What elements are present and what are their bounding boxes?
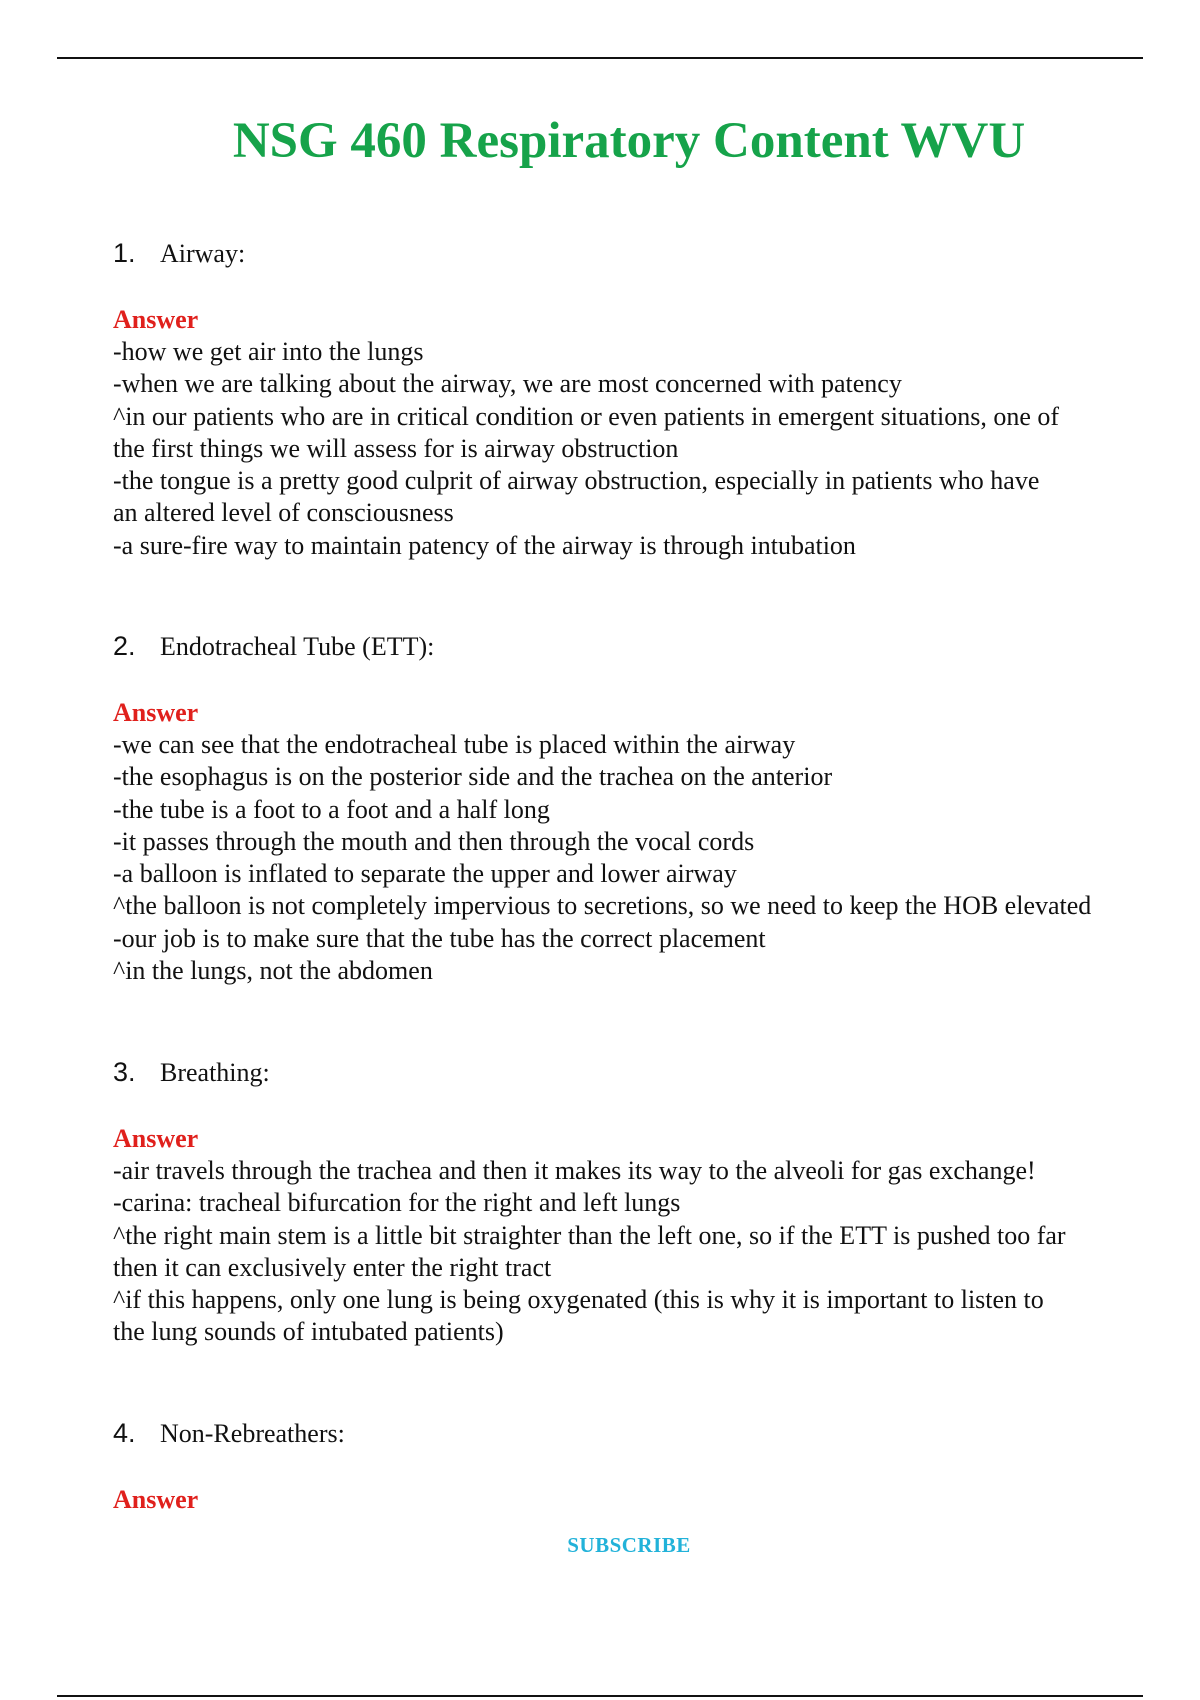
- answer-label: Answer: [113, 1485, 199, 1514]
- answer-line: -how we get air into the lungs: [113, 337, 424, 366]
- question-heading: [113, 1057, 1143, 1089]
- question-heading: [113, 631, 1143, 663]
- answer-line: the lung sounds of intubated patients): [113, 1317, 504, 1347]
- answer-text: [113, 1155, 1143, 1349]
- question-heading: [113, 238, 1143, 270]
- answer-text: [113, 729, 1143, 987]
- question-title: Endotracheal Tube (ETT):: [160, 632, 435, 661]
- answer-line: -a balloon is inflated to separate the upper and lower airway: [113, 859, 737, 889]
- answer-line: -when we are talking about the airway, we are most concerned with patency: [113, 369, 902, 399]
- question-3: [113, 1057, 1143, 1349]
- answer-line: ^the right main stem is a little bit straighter than the left one, so if the ETT is pushed too far: [113, 1220, 1066, 1250]
- question-heading: [113, 1418, 1143, 1450]
- question-number: 1.: [113, 238, 136, 268]
- answer-label: Answer: [113, 305, 199, 334]
- question-title: Airway:: [160, 239, 246, 268]
- question-1: [113, 238, 1143, 562]
- answer-line: -a sure-fire way to maintain patency of the airway is through intubation: [113, 530, 856, 560]
- subscribe-link[interactable]: SUBSCRIBE: [567, 1533, 691, 1557]
- answer-line: -it passes through the mouth and then through the vocal cords: [113, 826, 755, 856]
- answer-line: ^in the lungs, not the abdomen: [113, 956, 433, 986]
- answer-line: -air travels through the trachea and then it makes its way to the alveoli for gas exchange!: [113, 1156, 1036, 1185]
- question-number: 3.: [113, 1057, 136, 1087]
- question-number: 2.: [113, 631, 136, 661]
- answer-line: ^if this happens, only one lung is being oxygenated (this is why it is important to listen to: [113, 1285, 1044, 1315]
- answer-line: ^in our patients who are in critical condition or even patients in emergent situations, one of: [113, 401, 1060, 431]
- answer-line: -the esophagus is on the posterior side and the trachea on the anterior: [113, 762, 833, 792]
- top-rule: [57, 57, 1143, 59]
- answer-line: then it can exclusively enter the right tract: [113, 1252, 552, 1282]
- answer-line: -the tube is a foot to a foot and a half long: [113, 794, 550, 824]
- question-number: 4.: [113, 1418, 136, 1448]
- question-title: Non-Rebreathers:: [160, 1419, 345, 1448]
- answer-label: Answer: [113, 698, 199, 727]
- answer-label: Answer: [113, 1124, 199, 1153]
- answer-text: [113, 336, 1143, 562]
- answer-line: the first things we will assess for is airway obstruction: [113, 433, 679, 463]
- answer-line: -the tongue is a pretty good culprit of airway obstruction, especially in patients who have: [113, 466, 1040, 496]
- answer-line: an altered level of consciousness: [113, 498, 454, 528]
- page-title: NSG 460 Respiratory Content WVU: [232, 113, 1026, 169]
- answer-line: ^the balloon is not completely impervious to secretions, so we need to keep the HOB elevated: [113, 891, 1092, 921]
- question-title: Breathing:: [160, 1058, 270, 1087]
- answer-line: -our job is to make sure that the tube has the correct placement: [113, 923, 766, 953]
- question-2: [113, 631, 1143, 987]
- bottom-rule: [57, 1695, 1143, 1697]
- answer-line: -we can see that the endotracheal tube is placed within the airway: [113, 730, 796, 759]
- question-4: [113, 1418, 1143, 1516]
- answer-line: -carina: tracheal bifurcation for the right and left lungs: [113, 1188, 681, 1218]
